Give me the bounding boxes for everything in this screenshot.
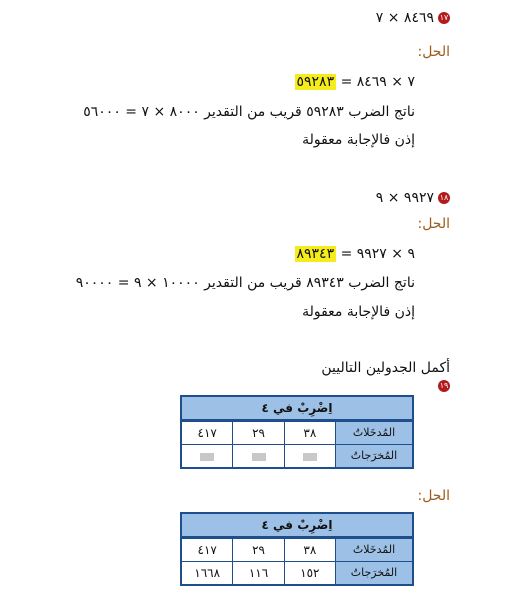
problem-19-instruction: أكمل الجدولين التاليين	[321, 360, 450, 376]
table-row-inputs	[182, 421, 412, 444]
estimate-line: ناتج الضرب ٥٩٢٨٣ قريب من التقدير ٨٠٠٠ × ٧ = ٥٦٠٠٠	[83, 104, 415, 120]
input-cell: ٢٩	[232, 539, 283, 561]
row-header-outputs: المُخرَجاتُ	[335, 562, 412, 584]
estimate-line: ناتج الضرب ٨٩٣٤٣ قريب من التقدير ١٠٠٠٠ × ٩ = ٩٠٠٠٠	[75, 275, 415, 291]
equation-line	[295, 244, 416, 264]
problem-18-question	[376, 188, 450, 208]
output-cell: ١٥٢	[284, 562, 335, 584]
blank-output-cell[interactable]	[182, 445, 232, 467]
highlighted-answer: ٥٩٢٨٣	[296, 74, 335, 90]
row-header-inputs: المُدخَلاتُ	[335, 422, 412, 444]
blank-placeholder	[200, 453, 214, 461]
table-row-inputs	[182, 538, 412, 561]
table-row-outputs	[182, 561, 412, 584]
question-table	[180, 395, 414, 469]
solution-label: الحل:	[417, 216, 450, 232]
input-cell: ٤١٧	[197, 426, 217, 440]
problem-17-question	[376, 8, 450, 28]
problem-19-badge-wrap	[434, 376, 450, 396]
solution-label: الحل:	[417, 44, 450, 60]
input-cell: ٣٨	[284, 422, 335, 444]
problem-number-badge: ١٧	[439, 13, 449, 22]
conclusion-line: إذن فالإجابة معقولة	[302, 304, 415, 320]
answer-table	[180, 512, 414, 586]
row-header-inputs: المُدخَلاتُ	[335, 539, 412, 561]
table-title: اِضْرِبْ في ٤	[182, 397, 412, 421]
output-cell: ١٦٦٨	[194, 566, 221, 580]
input-cell: ٣٨	[284, 539, 335, 561]
blank-output-cell[interactable]	[232, 445, 283, 467]
table-title: اِضْرِبْ في ٤	[182, 514, 412, 538]
blank-placeholder	[252, 453, 266, 461]
blank-placeholder	[303, 453, 317, 461]
input-cell: ٤١٧	[197, 543, 217, 557]
highlighted-answer: ٨٩٣٤٣	[296, 246, 335, 262]
question-text: ٨٤٦٩ × ٧	[375, 10, 434, 26]
equation-line	[295, 72, 416, 92]
input-cell: ٢٩	[232, 422, 283, 444]
problem-number-badge: ١٨	[439, 193, 449, 202]
output-cell: ١١٦	[232, 562, 283, 584]
problem-number-badge: ١٩	[439, 381, 449, 390]
table-row-outputs	[182, 444, 412, 467]
conclusion-line: إذن فالإجابة معقولة	[302, 132, 415, 148]
row-header-outputs: المُخرَجاتُ	[335, 445, 412, 467]
equation-prefix: ٧ × ٨٤٦٩ =	[340, 74, 415, 90]
question-text: ٩٩٢٧ × ٩	[375, 190, 434, 206]
blank-output-cell[interactable]	[284, 445, 335, 467]
solution-label: الحل:	[417, 488, 450, 504]
equation-prefix: ٩ × ٩٩٢٧ =	[340, 246, 415, 262]
